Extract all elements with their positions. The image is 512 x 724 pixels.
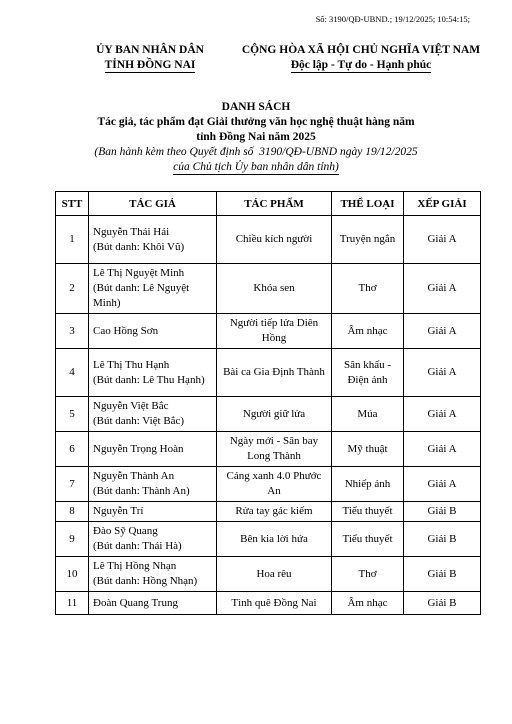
header-author: TÁC GIẢ — [89, 192, 217, 216]
cell-award — [404, 397, 481, 432]
table-row — [56, 557, 481, 592]
header-award: XẾP GIẢI — [404, 192, 481, 216]
award-rank: Giải B — [427, 567, 457, 580]
header-work: TÁC PHẨM — [217, 192, 332, 216]
cell-award — [404, 432, 481, 467]
award-rank: Giải A — [427, 442, 457, 455]
work-title: Hoa rêu — [256, 567, 292, 580]
work-title: Người giữ lửa — [242, 407, 306, 420]
genre: Nhiếp ảnh — [344, 477, 391, 490]
cell-award — [404, 349, 481, 397]
cell-author — [89, 502, 217, 522]
issuing-authority — [70, 43, 230, 73]
work-title: Người tiếp lửa Diên Hồng — [229, 317, 319, 344]
author-pen-name: (Bút danh: Khôi Vũ) — [93, 240, 185, 253]
table-row — [56, 397, 481, 432]
genre: Thơ — [358, 567, 377, 580]
genre: Múa — [357, 407, 378, 420]
cell-author — [89, 349, 217, 397]
cell-author — [89, 522, 217, 557]
national-title: CỘNG HÒA XÃ HỘI CHỦ NGHĨA VIỆT NAM — [241, 44, 481, 56]
cell-author — [89, 264, 217, 314]
author-name: Lê Thị Hồng Nhạn — [93, 560, 177, 572]
author-name: Lê Thị Thu Hạnh — [93, 358, 170, 371]
work-title: Ngày mới - Sân bay Long Thành — [229, 435, 319, 462]
cell-genre — [332, 264, 404, 314]
genre: Truyện ngắn — [339, 233, 396, 245]
row-number: 7 — [69, 477, 75, 490]
cell-genre — [332, 522, 404, 557]
table-header-row — [56, 192, 481, 216]
cell-stt — [56, 432, 89, 467]
award-rank: Giải B — [427, 532, 457, 545]
genre: Tiểu thuyết — [342, 505, 393, 517]
cell-genre — [332, 432, 404, 467]
row-number: 3 — [69, 324, 75, 337]
document-subtitle-2: tỉnh Đồng Nai năm 2025 — [196, 131, 316, 143]
cell-work — [217, 314, 332, 349]
cell-work — [217, 432, 332, 467]
cell-genre — [332, 502, 404, 522]
cell-author — [89, 314, 217, 349]
cell-work — [217, 502, 332, 522]
author-name: Nguyễn Trọng Hoàn — [93, 442, 184, 455]
decision-issuer: của Chủ tịch Ủy ban nhân dân tỉnh) — [173, 161, 339, 173]
cell-stt — [56, 522, 89, 557]
decision-mid: /QĐ-UBND ngày — [282, 146, 363, 158]
table-row — [56, 522, 481, 557]
document-stamp: Số: 3190/QĐ-UBND.; 19/12/2025; 10:54:15; — [315, 14, 470, 24]
cell-stt — [56, 592, 89, 615]
cell-stt — [56, 264, 89, 314]
cell-author — [89, 216, 217, 264]
cell-award — [404, 216, 481, 264]
table-row — [56, 467, 481, 502]
author-pen-name: (Bút danh: Việt Bắc) — [93, 415, 185, 427]
decision-number: 3190 — [259, 146, 283, 158]
cell-award — [404, 502, 481, 522]
author-pen-name: (Bút danh: Thành An) — [93, 485, 190, 497]
table-row — [56, 349, 481, 397]
table-row — [56, 592, 481, 615]
author-name: Nguyễn Việt Bắc — [93, 400, 169, 412]
cell-work — [217, 467, 332, 502]
work-title: Cảng xanh 4.0 Phước An — [226, 470, 322, 497]
cell-work — [217, 557, 332, 592]
cell-author — [89, 397, 217, 432]
genre: Tiểu thuyết — [342, 532, 393, 545]
cell-genre — [332, 467, 404, 502]
author-pen-name: (Bút danh: Thái Hà) — [93, 540, 182, 552]
author-pen-name: (Bút danh: Hồng Nhạn) — [93, 575, 198, 587]
author-name: Nguyễn Trí — [93, 505, 144, 517]
genre: Sân khấu - Điện ảnh — [343, 358, 392, 386]
cell-work — [217, 264, 332, 314]
award-rank: Giải A — [427, 324, 457, 337]
table-row — [56, 502, 481, 522]
cell-stt — [56, 349, 89, 397]
cell-author — [89, 557, 217, 592]
cell-award — [404, 314, 481, 349]
author-name: Đào Sỹ Quang — [93, 525, 158, 537]
cell-genre — [332, 314, 404, 349]
decision-reference — [40, 145, 472, 160]
cell-genre — [332, 592, 404, 615]
work-title: Rửa tay gác kiếm — [235, 505, 313, 517]
cell-stt — [56, 216, 89, 264]
cell-stt — [56, 467, 89, 502]
award-rank: Giải A — [427, 282, 457, 294]
document-subtitle-1: Tác giả, tác phẩm đạt Giải thưởng văn học nghệ thuật hàng năm — [97, 116, 415, 128]
table-row — [56, 216, 481, 264]
header-genre: THỂ LOẠI — [332, 192, 404, 216]
cell-work — [217, 397, 332, 432]
row-number: 9 — [69, 532, 75, 545]
cell-author — [89, 592, 217, 615]
authority-line1: ỦY BAN NHÂN DÂN — [96, 44, 204, 56]
cell-award — [404, 264, 481, 314]
cell-stt — [56, 397, 89, 432]
row-number: 4 — [69, 366, 75, 378]
document-title-block — [40, 100, 472, 175]
cell-author — [89, 467, 217, 502]
cell-award — [404, 522, 481, 557]
cell-work — [217, 592, 332, 615]
award-rank: Giải A — [427, 477, 457, 490]
authority-line2: TỈNH ĐỒNG NAI — [104, 59, 196, 71]
cell-genre — [332, 557, 404, 592]
genre: Âm nhạc — [347, 324, 388, 337]
award-rank: Giải B — [427, 596, 457, 609]
work-title: Tình quê Đồng Nai — [231, 596, 317, 609]
work-title: Khóa sen — [253, 282, 295, 294]
author-name: Đoàn Quang Trung — [93, 596, 178, 609]
row-number: 5 — [69, 407, 75, 420]
table-row — [56, 432, 481, 467]
author-pen-name: (Bút danh: Lê Nguyệt Minh) — [93, 282, 190, 309]
cell-author — [89, 432, 217, 467]
row-number: 11 — [66, 596, 78, 609]
cell-stt — [56, 557, 89, 592]
cell-stt — [56, 502, 89, 522]
cell-work — [217, 216, 332, 264]
cell-genre — [332, 216, 404, 264]
author-name: Nguyễn Thái Hải — [93, 225, 170, 238]
work-title: Bên kia lời hứa — [240, 532, 308, 545]
work-title: Bài ca Gia Định Thành — [223, 366, 325, 378]
award-table — [55, 191, 481, 615]
decision-prefix: (Ban hành kèm theo Quyết định số — [94, 146, 254, 158]
cell-award — [404, 557, 481, 592]
award-rank: Giải A — [427, 233, 457, 245]
author-name: Nguyễn Thành An — [93, 470, 175, 482]
row-number: 8 — [69, 505, 75, 517]
row-number: 6 — [69, 442, 75, 455]
cell-award — [404, 467, 481, 502]
cell-work — [217, 349, 332, 397]
header-stt: STT — [56, 192, 89, 216]
author-name: Cao Hồng Sơn — [93, 324, 159, 337]
genre: Mỹ thuật — [347, 442, 388, 455]
author-name: Lê Thị Nguyệt Minh — [93, 267, 185, 279]
cell-award — [404, 592, 481, 615]
row-number: 2 — [69, 282, 75, 294]
work-title: Chiều kích người — [235, 233, 313, 245]
genre: Thơ — [358, 282, 377, 294]
national-header — [236, 43, 486, 73]
table-row — [56, 314, 481, 349]
decision-date: 19/12/2025 — [365, 146, 418, 158]
award-rank: Giải A — [427, 366, 457, 378]
author-pen-name: (Bút danh: Lê Thu Hạnh) — [93, 373, 205, 386]
cell-work — [217, 522, 332, 557]
genre: Âm nhạc — [347, 596, 388, 609]
row-number: 10 — [66, 567, 78, 580]
cell-genre — [332, 397, 404, 432]
award-rank: Giải A — [427, 407, 457, 420]
cell-genre — [332, 349, 404, 397]
cell-stt — [56, 314, 89, 349]
document-title: DANH SÁCH — [221, 101, 291, 113]
award-rank: Giải B — [427, 505, 457, 517]
national-motto: Độc lập - Tự do - Hạnh phúc — [290, 59, 432, 71]
table-row — [56, 264, 481, 314]
row-number: 1 — [69, 233, 75, 245]
